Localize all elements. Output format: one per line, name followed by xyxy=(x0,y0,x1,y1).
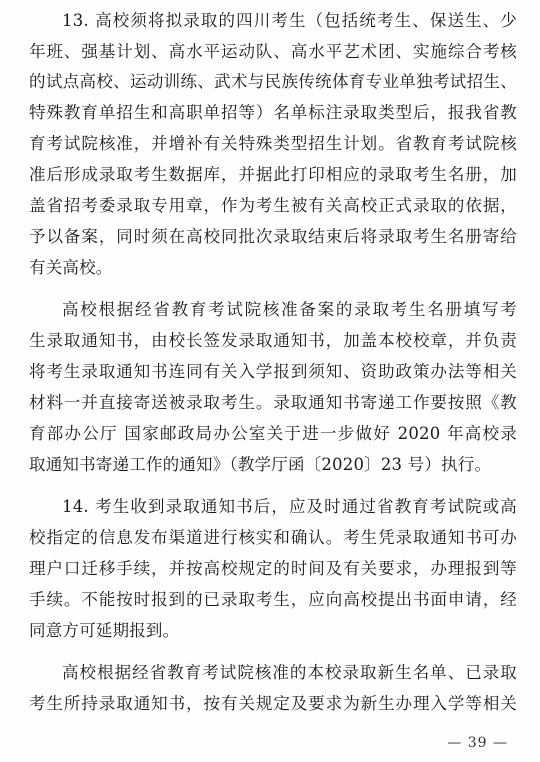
paragraph-notice-line-5: 育部办公厅 国家邮政局办公室关于进一步做好 2020 年高校录 xyxy=(29,424,517,443)
paragraph-14-line-2: 校指定的信息发布渠道进行核实和确认。考生凭录取通知书可办 xyxy=(29,528,517,547)
paragraph-13-line-7: 盖省招考委录取专用章，作为考生被有关高校正式录取的依据， xyxy=(29,196,517,215)
paragraph-13-line-2: 年班、强基计划、高水平运动队、高水平艺术团、实施综合考核 xyxy=(29,42,517,61)
paragraph-14-line-1: 14. 考生收到录取通知书后，应及时通过省教育考试院或高 xyxy=(62,497,517,516)
paragraph-13-line-4: 特殊教育单招生和高职单招等）名单标注录取类型后，报我省教 xyxy=(29,103,517,122)
paragraph-enrollment-line-1: 高校根据经省教育考试院核准的本校录取新生名单、已录取 xyxy=(62,663,517,682)
paragraph-13-line-9: 有关高校。 xyxy=(29,258,113,277)
paragraph-13-line-6: 准后形成录取考生数据库，并据此打印相应的录取考生名册，加 xyxy=(29,165,517,184)
paragraph-notice-line-4: 材料一并直接寄送被录取考生。录取通知书寄递工作要按照《教 xyxy=(29,393,517,412)
paragraph-14-line-3: 理户口迁移手续，并按高校规定的时间及有关要求，办理报到等 xyxy=(29,559,517,578)
page-number: — 39 — xyxy=(447,735,508,751)
paragraph-14-line-5: 同意方可延期报到。 xyxy=(29,621,180,640)
paragraph-notice-line-3: 将考生录取通知书连同有关入学报到须知、资助政策办法等相关 xyxy=(29,362,517,381)
paragraph-13-line-8: 予以备案，同时须在高校同批次录取结束后将录取考生名册寄给 xyxy=(29,227,517,246)
paragraph-13-line-3: 的试点高校、运动训练、武术与民族传统体育专业单独考试招生、 xyxy=(29,72,517,91)
paragraph-notice-line-6: 取通知书寄递工作的通知》（教学厅函〔2020〕23 号）执行。 xyxy=(29,455,492,474)
paragraph-13-line-5: 育考试院核准，并增补有关特殊类型招生计划。省教育考试院核 xyxy=(29,134,517,153)
paragraph-notice-line-2: 生录取通知书，由校长签发录取通知书，加盖本校校章，并负责 xyxy=(29,331,517,350)
paragraph-enrollment-line-2: 考生所持录取通知书，按有关规定及要求为新生办理入学等相关 xyxy=(29,694,517,713)
paragraph-13-line-1: 13. 高校须将拟录取的四川考生（包括统考生、保送生、少 xyxy=(62,11,517,30)
paragraph-14-line-4: 手续。不能按时报到的已录取考生，应向高校提出书面申请，经 xyxy=(29,590,517,609)
paragraph-notice-line-1: 高校根据经省教育考试院核准备案的录取考生名册填写考 xyxy=(62,300,517,319)
